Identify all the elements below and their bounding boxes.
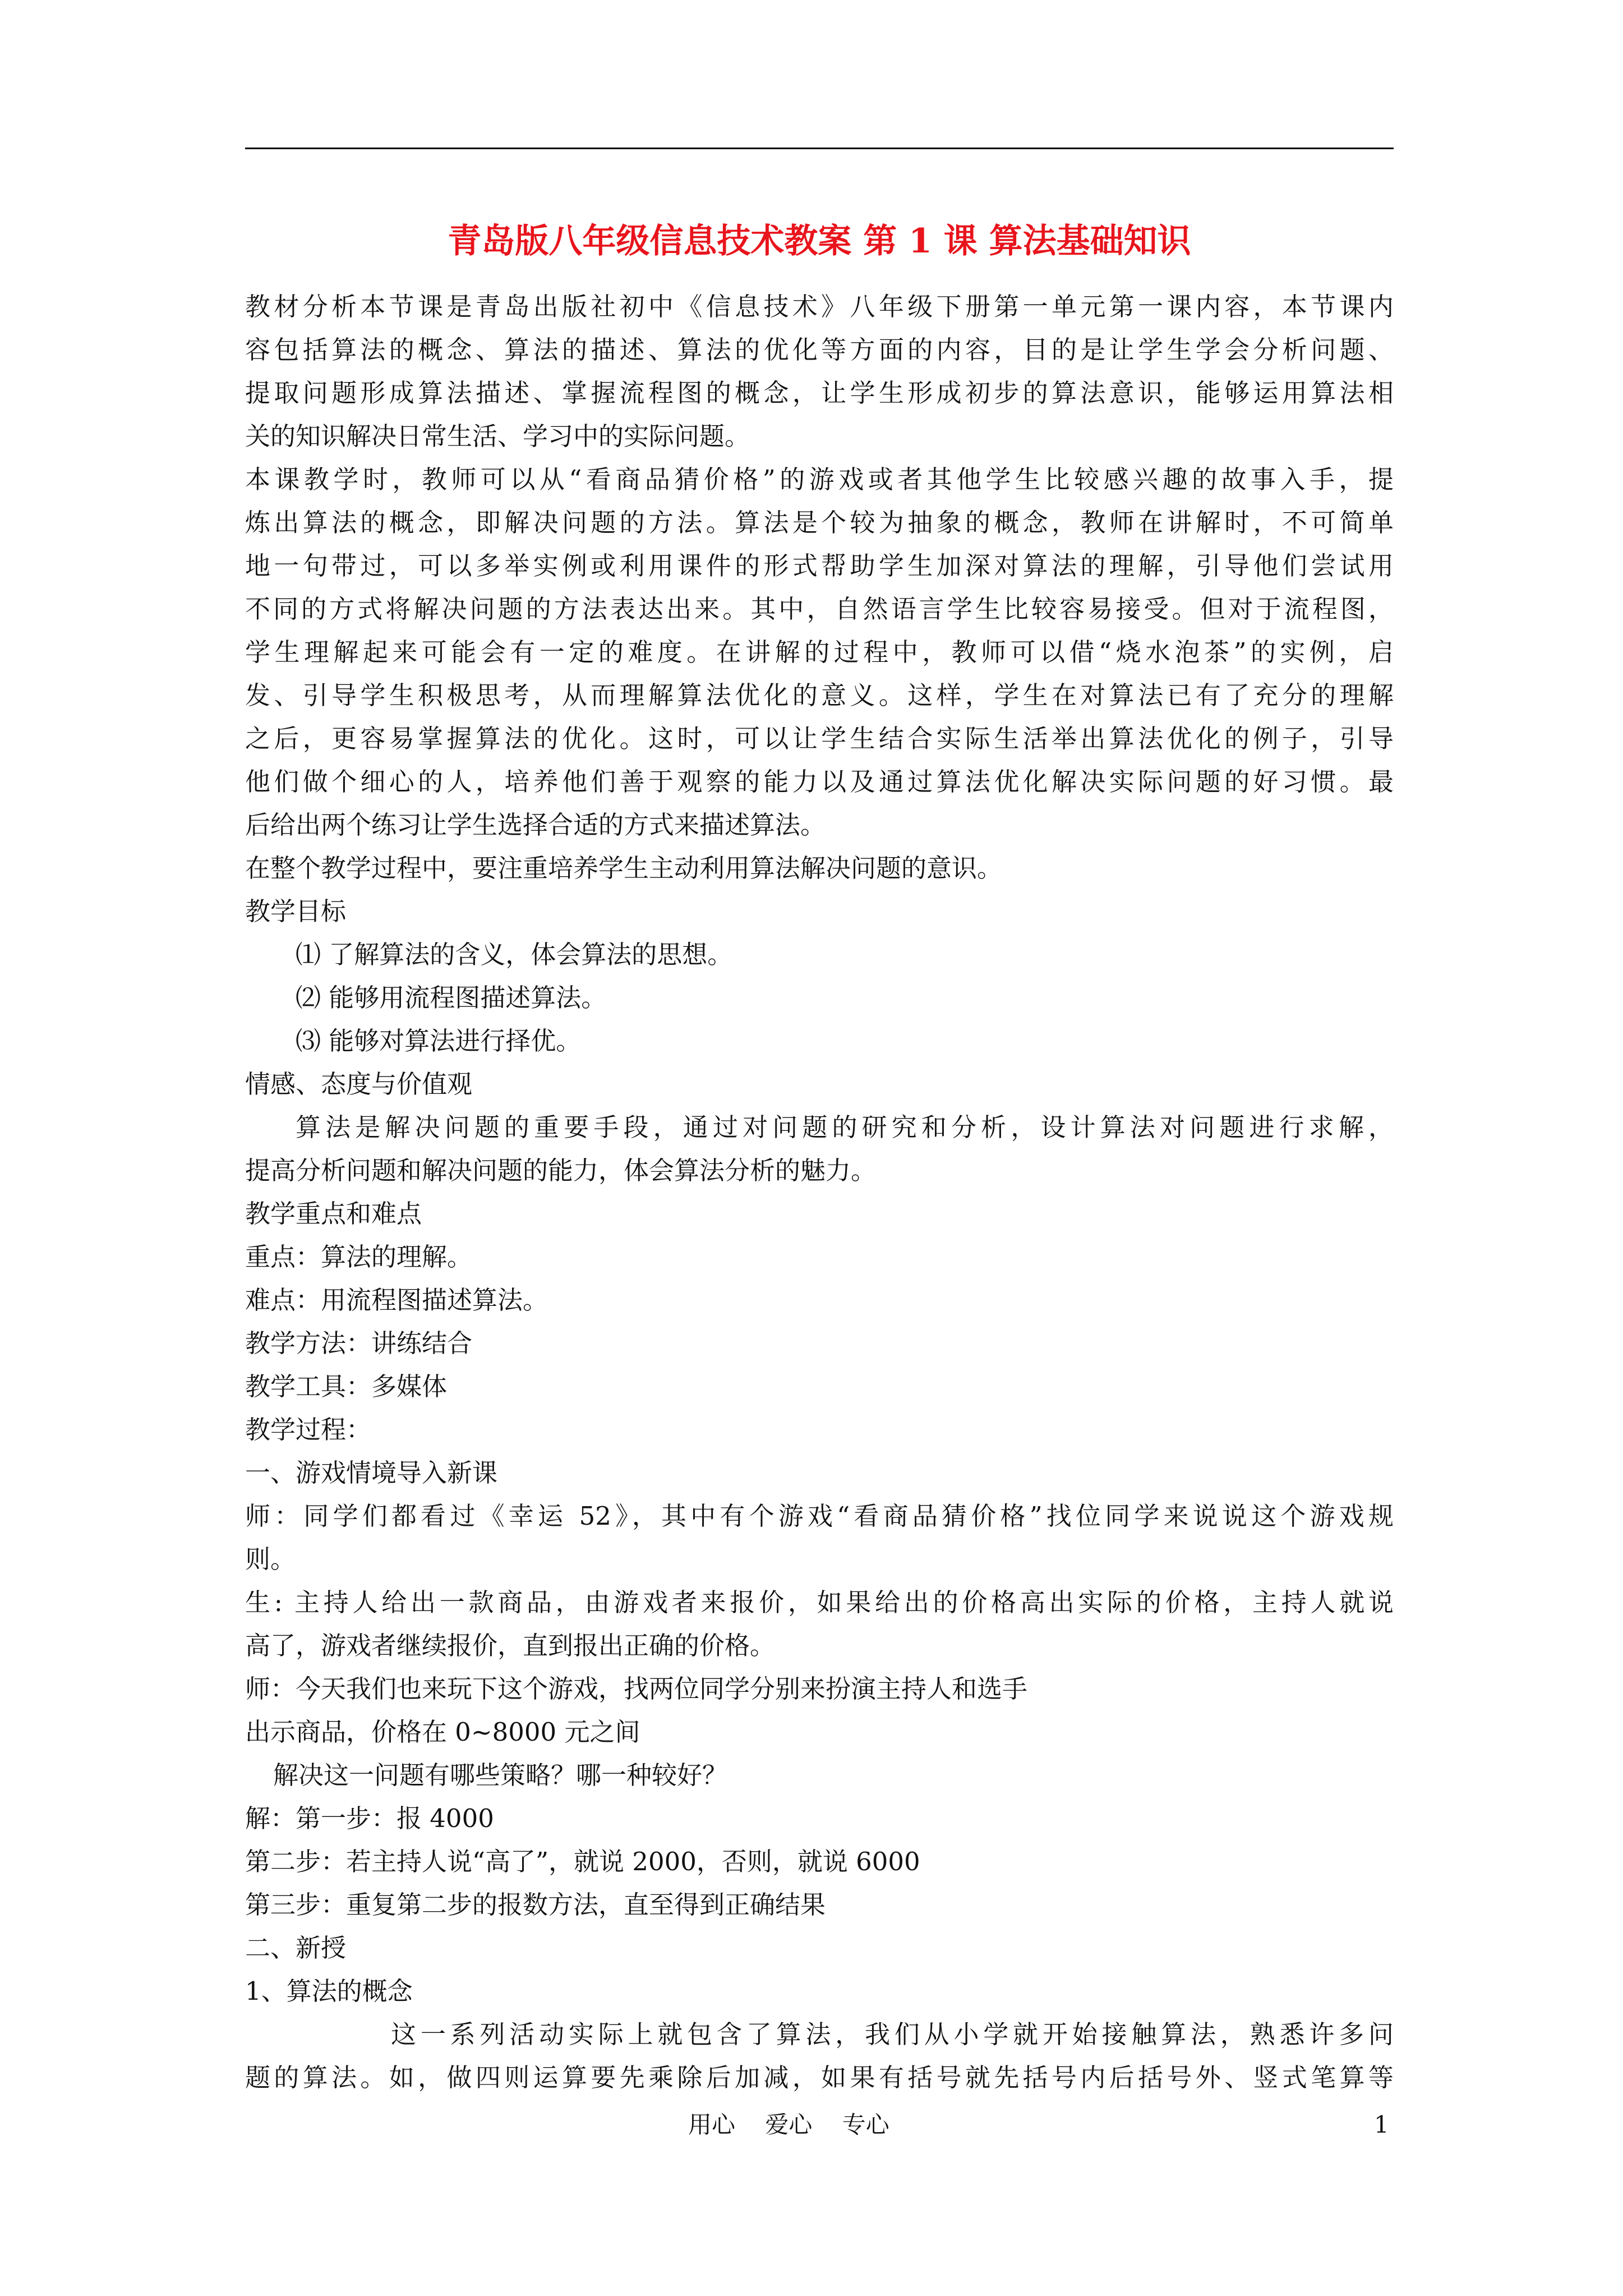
paragraph-line: 第二步：若主持人说“高了”，就说 2000，否则，就说 6000	[245, 1847, 920, 1876]
paragraph-line: 学生理解起来可能会有一定的难度。在讲解的过程中，教师可以借“烧水泡茶”的实例，启	[245, 637, 1394, 667]
document-body	[245, 285, 1394, 2099]
section-heading: 教学过程：	[245, 1415, 372, 1444]
header-rule	[245, 148, 1394, 149]
page-number: 1	[1374, 2111, 1389, 2138]
paragraph-line: 高了，游戏者继续报价，直到报出正确的价格。	[245, 1631, 776, 1660]
paragraph-line: 容包括算法的概念、算法的描述、算法的优化等方面的内容，目的是让学生学会分析问题、	[245, 335, 1394, 365]
paragraph-line: 出示商品，价格在 0~8000 元之间	[245, 1717, 640, 1747]
paragraph-line: 解：第一步：报 4000	[245, 1803, 494, 1833]
paragraph-line: 关的知识解决日常生活、学习中的实际问题。	[245, 421, 750, 451]
paragraph-line: 炼出算法的概念，即解决问题的方法。算法是个较为抽象的概念，教师在讲解时，不可简单	[245, 508, 1394, 537]
section-heading: 情感、态度与价值观	[245, 1069, 473, 1099]
paragraph-line: 后给出两个练习让学生选择合适的方式来描述算法。	[245, 810, 826, 840]
page-footer	[0, 2108, 1623, 2142]
paragraph-line: 教学方法：讲练结合	[245, 1328, 473, 1358]
section-heading: 二、新授	[245, 1933, 347, 1963]
paragraph-line: 难点：用流程图描述算法。	[245, 1285, 548, 1315]
paragraph-line: 题的算法。如，做四则运算要先乘除后加减，如果有括号就先括号内后括号外、竖式笔算等	[245, 2063, 1394, 2092]
paragraph-line: 他们做个细心的人，培养他们善于观察的能力以及通过算法优化解决实际问题的好习惯。最	[245, 767, 1394, 797]
section-heading: 教学重点和难点	[245, 1199, 422, 1228]
paragraph-line: 教学工具：多媒体	[245, 1372, 448, 1401]
footer-text: 用心 爱心 专心	[688, 2111, 889, 2138]
list-item: ⑶ 能够对算法进行择优。	[296, 1026, 582, 1056]
paragraph-line: 解决这一问题有哪些策略？哪一种较好？	[273, 1760, 728, 1790]
list-item: ⑴ 了解算法的含义，体会算法的思想。	[296, 940, 733, 969]
paragraph-line: 发、引导学生积极思考，从而理解算法优化的意义。这样，学生在对算法已有了充分的理解	[245, 680, 1394, 710]
paragraph-line: 不同的方式将解决问题的方法表达出来。其中，自然语言学生比较容易接受。但对于流程图，	[245, 594, 1394, 624]
paragraph-line: 地一句带过，可以多举实例或利用课件的形式帮助学生加深对算法的理解，引导他们尝试用	[245, 551, 1394, 581]
paragraph-line: 之后，更容易掌握算法的优化。这时，可以让学生结合实际生活举出算法优化的例子，引导	[245, 724, 1394, 753]
paragraph-line: 算法是解决问题的重要手段，通过对问题的研究和分析，设计算法对问题进行求解，	[296, 1112, 1394, 1142]
paragraph-line: 生: 主持人给出一款商品，由游戏者来报价，如果给出的价格高出实际的价格，主持人就说	[245, 1588, 1394, 1617]
paragraph-line: 重点：算法的理解。	[245, 1242, 473, 1272]
paragraph-line: 师：同学们都看过《幸运 52》，其中有个游戏“看商品猜价格”找位同学来说说这个游戏规	[245, 1501, 1394, 1531]
section-heading: 教学目标	[245, 896, 347, 926]
paragraph-line: 提高分析问题和解决问题的能力，体会算法分析的魅力。	[245, 1156, 877, 1185]
document-title: 青岛版八年级信息技术教案 第 1 课 算法基础知识	[448, 222, 1191, 261]
paragraph-line: 提取问题形成算法描述、掌握流程图的概念，让学生形成初步的算法意识，能够运用算法相	[245, 378, 1394, 408]
paragraph-line: 在整个教学过程中，要注重培养学生主动利用算法解决问题的意识。	[245, 853, 1003, 883]
paragraph-line: 教材分析本节课是青岛出版社初中《信息技术》八年级下册第一单元第一课内容，本节课内	[245, 292, 1394, 321]
list-item: ⑵ 能够用流程图描述算法。	[296, 983, 607, 1013]
paragraph-line: 第三步：重复第二步的报数方法，直至得到正确结果	[245, 1890, 826, 1920]
paragraph-line: 则。	[245, 1544, 296, 1574]
section-heading: 一、游戏情境导入新课	[245, 1458, 498, 1488]
paragraph-line: 这一系列活动实际上就包含了算法，我们从小学就开始接触算法，熟悉许多问	[391, 2019, 1394, 2049]
paragraph-line: 本课教学时，教师可以从“看商品猜价格”的游戏或者其他学生比较感兴趣的故事入手，提	[245, 464, 1394, 494]
paragraph-line: 师：今天我们也来玩下这个游戏，找两位同学分别来扮演主持人和选手	[245, 1674, 1028, 1704]
section-heading: 1、算法的概念	[245, 1976, 413, 2006]
